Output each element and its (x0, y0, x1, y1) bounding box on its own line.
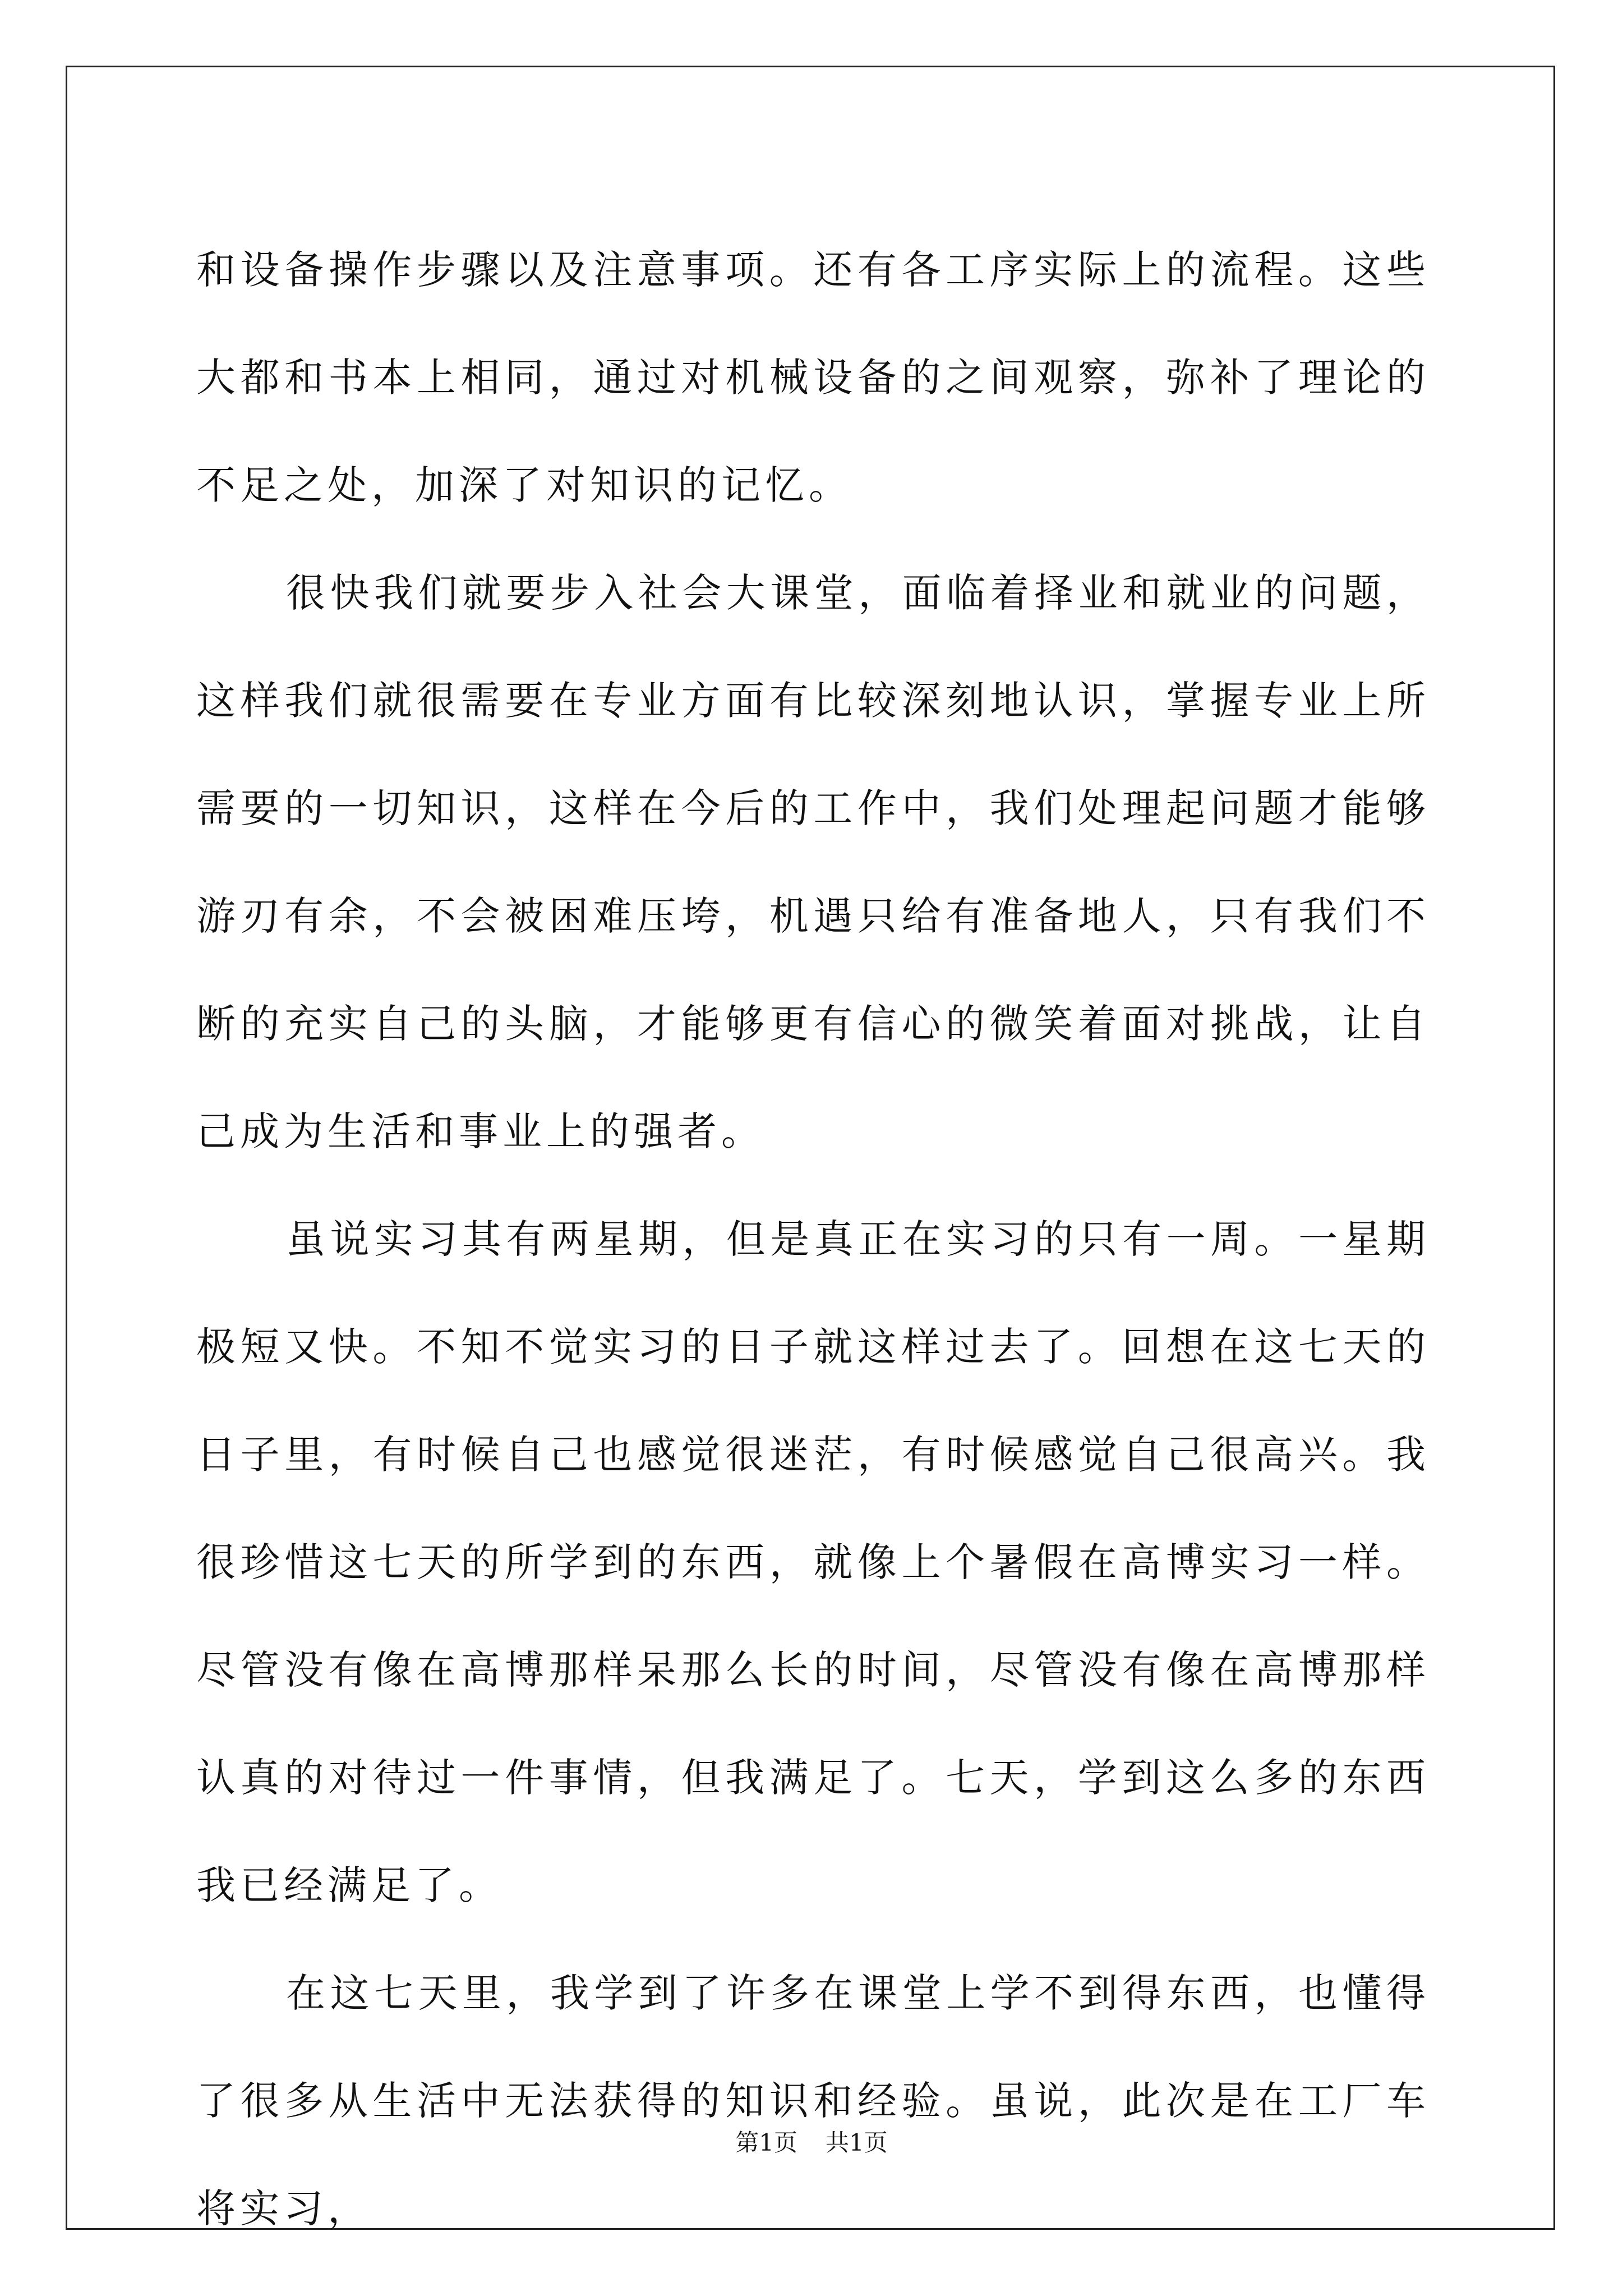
document-body (196, 216, 1430, 2262)
paragraph-1: 和设备操作步骤以及注意事项。还有各工序实际上的流程。这些大都和书本上相同，通过对机械设备的之间观察，弥补了理论的不足之处，加深了对知识的记忆。 (196, 247, 1430, 508)
page-total: 共1页 (826, 2129, 888, 2156)
paragraph-2: 很快我们就要步入社会大课堂，面临着择业和就业的问题，这样我们就很需要在专业方面有比较深刻地认识，掌握专业上所需要的一切知识，这样在今后的工作中，我们处理起问题才能够游刃有余，不会被困难压垮，机遇只给有准备地人，只有我们不断的充实自己的头脑，才能够更有信心的微笑着面对挑战，让自己成为生活和事业上的强者。 (196, 570, 1430, 1154)
page-number: 第1页 (735, 2129, 797, 2156)
paragraph-4: 在这七天里，我学到了许多在课堂上学不到得东西，也懂得了很多从生活中无法获得的知识和经验。虽说，此次是在工厂车将实习， (196, 1970, 1430, 2231)
page-footer (0, 2126, 1623, 2160)
paragraph-3: 虽说实习其有两星期，但是真正在实习的只有一周。一星期极短又快。不知不觉实习的日子就这样过去了。回想在这七天的日子里，有时候自己也感觉很迷茫，有时候感觉自己很高兴。我很珍惜这七天的所学到的东西，就像上个暑假在高博实习一样。尽管没有像在高博那样呆那么长的时间，尽管没有像在高博那样认真的对待过一件事情，但我满足了。七天，学到这么多的东西我已经满足了。 (196, 1216, 1430, 1908)
